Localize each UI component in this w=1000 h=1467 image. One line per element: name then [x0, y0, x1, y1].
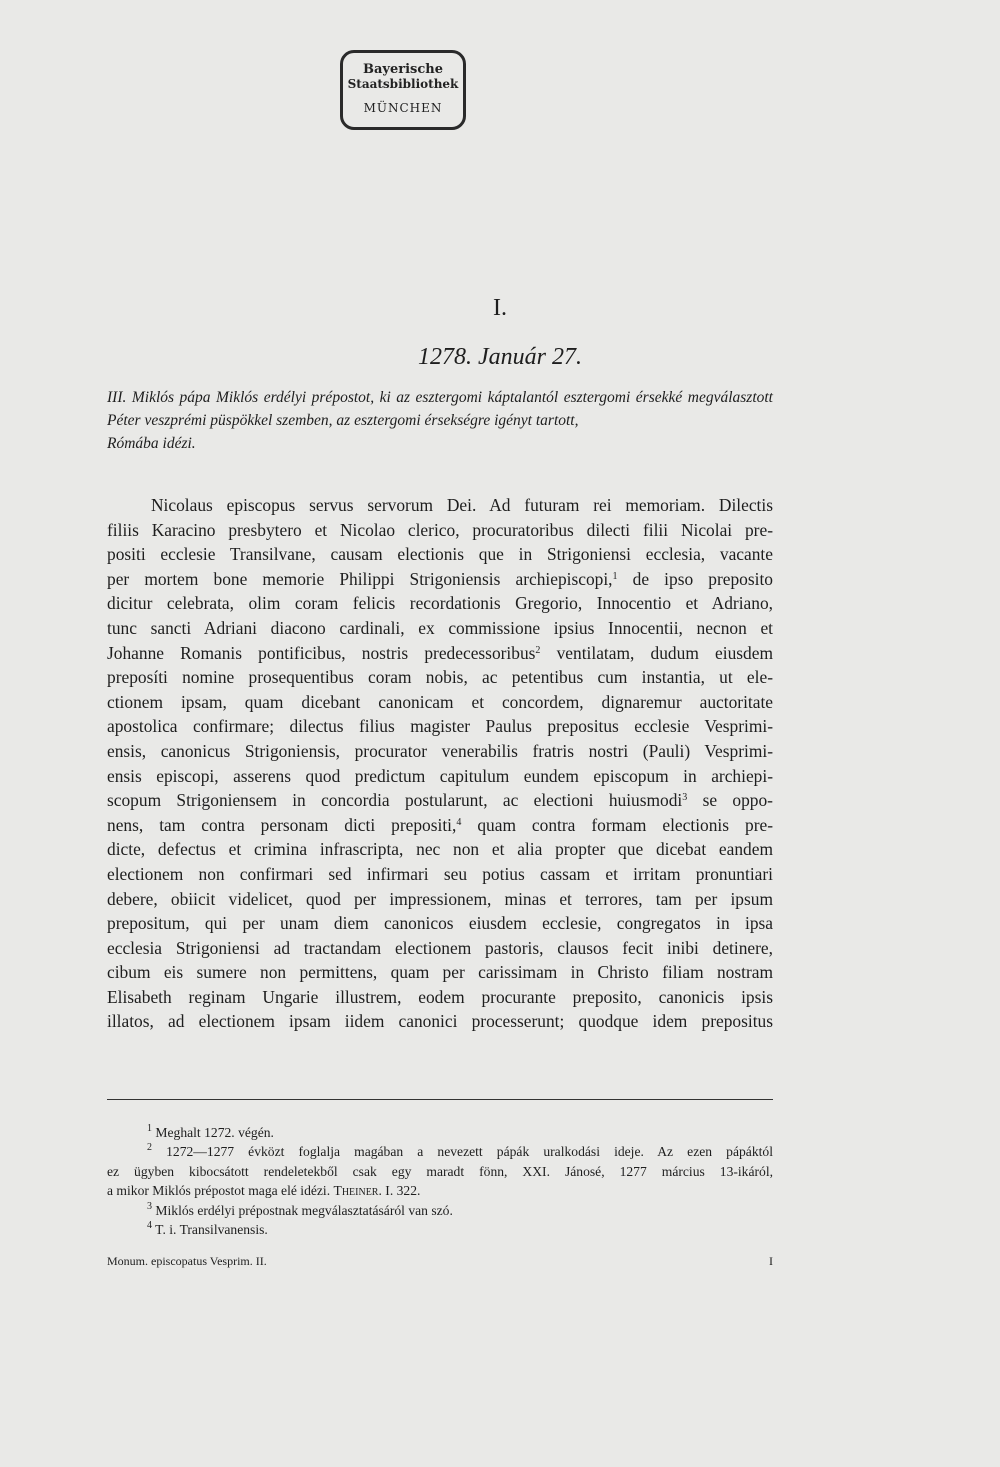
- text-line: [107, 641, 773, 666]
- footnote-source: Theiner.: [333, 1183, 382, 1199]
- footnote-2: [107, 1142, 773, 1200]
- text-line-part: scopum Strigoniensem in concordia postularunt, ac electioni huiusmodi: [107, 790, 683, 811]
- text-line: cibum eis sumere non permittens, quam per carissimam in Christo filiam nostram: [107, 962, 773, 983]
- text-line: ctionem ipsam, quam dicebant canonicam et concordem, dignaremur auctoritate: [107, 691, 773, 712]
- footnote-text: Miklós erdélyi prépostnak megválasztatásáról van szó.: [155, 1202, 453, 1218]
- chapter-number: I.: [493, 295, 507, 321]
- footnote-line: ez ügyben kibocsátott rendeletekből csak egy maradt fönn, XXI. Jánosé, 1277 március 13-ikáról,: [107, 1163, 773, 1179]
- footnote-number: 2: [147, 1142, 152, 1154]
- summary-line-1: III. Miklós pápa Miklós erdélyi prépostot, ki az esztergomi káptalantól esztergomi érsekké: [107, 389, 683, 406]
- footnotes: [107, 1123, 773, 1239]
- footnote-divider: [107, 1099, 773, 1100]
- summary-line-3: Rómába idézi.: [107, 435, 196, 452]
- footnote-text: Meghalt 1272. végén.: [155, 1125, 274, 1140]
- footnote-line: [107, 1181, 773, 1200]
- text-line: ensis episcopi, asserens quod predictum capitulum eundem episcopum in archiepi-: [107, 765, 773, 786]
- footnote-1: [107, 1123, 773, 1142]
- text-line: electionem non confirmari sed infirmari seu potius cassam et irritam pronuntiari: [107, 863, 773, 884]
- stamp-line-3: MÜNCHEN: [363, 101, 443, 115]
- sheet-number: I: [769, 1254, 773, 1268]
- text-line: dicte, defectus et crimina infrascripta, nec non et alia propter que dicebat eandem: [107, 839, 773, 860]
- footnote-number: 3: [147, 1200, 152, 1212]
- text-line: illatos, ad electionem ipsam iidem canonici processerunt; quodque idem prepositus: [107, 1011, 773, 1032]
- text-line-part: Johanne Romanis pontificibus, nostris predecessoribus: [107, 642, 536, 663]
- text-line: ensis, canonicus Strigoniensis, procurator venerabilis fratris nostri (Pauli) Vesprimi-: [107, 740, 773, 761]
- charter-text: [107, 493, 773, 1034]
- text-line: [107, 788, 773, 813]
- summary-line-2: megválasztott Péter veszprémi püspökkel szemben, az esztergomi érsekségre igényt tartott,: [107, 389, 773, 429]
- text-line-part: ventilatam, dudum eiusdem: [556, 642, 773, 663]
- stamp-line-1: Bayerische: [363, 62, 443, 77]
- stamp-line-2: Staatsbibliothek: [347, 77, 459, 91]
- text-line-part: quam contra formam electionis pre-: [477, 814, 773, 835]
- signature-mark: Monum. episcopatus Vesprim. II.: [107, 1254, 267, 1268]
- library-stamp: [340, 50, 466, 130]
- document-date: 1278. Január 27.: [418, 344, 582, 370]
- footnote-line: [107, 1142, 773, 1161]
- text-line: prepositum, qui per unam diem canonicos eiusdem ecclesie, congregatos in ipsa: [107, 913, 773, 934]
- text-line: debere, obiicit videlicet, quod per impressionem, minas et terrores, tam per ipsum: [107, 888, 773, 909]
- text-line: tunc sancti Adriani diacono cardinali, ex commissione ipsius Innocentii, necnon et: [107, 617, 773, 638]
- footnote-number: 1: [147, 1123, 152, 1134]
- text-line: dicitur celebrata, olim coram felicis recordationis Gregorio, Innocentio et Adriano,: [107, 593, 773, 614]
- regest-summary: [107, 386, 773, 455]
- text-line: positi ecclesie Transilvane, causam electionis que in Strigoniensi ecclesia, vacante: [107, 544, 773, 565]
- footnote-ref-1[interactable]: 1: [612, 570, 618, 582]
- text-line-part: de ipso preposito: [632, 568, 773, 589]
- text-line: ecclesia Strigoniensi ad tractandam electionem pastoris, clausos fecit inibi detinere,: [107, 937, 773, 958]
- footnote-text: T. i. Transilvanensis.: [155, 1222, 268, 1238]
- text-line: [107, 567, 773, 592]
- footnote-text: a mikor Miklós prépostot maga elé idézi.: [107, 1183, 331, 1199]
- footnote-3: [107, 1201, 773, 1220]
- text-line: preposíti nomine prosequentibus coram nobis, ac petentibus cum instantia, ut ele-: [107, 667, 773, 688]
- footnote-ref-2[interactable]: 2: [535, 644, 541, 656]
- footnote-text: I. 322.: [385, 1183, 421, 1199]
- footnote-ref-4[interactable]: 4: [456, 816, 462, 828]
- footnote-ref-3[interactable]: 3: [682, 792, 688, 804]
- text-line: Nicolaus episcopus servus servorum Dei. Ad futuram rei memoriam. Dilectis: [151, 495, 773, 515]
- footnote-number: 4: [147, 1220, 152, 1232]
- text-line: Elisabeth reginam Ungarie illustrem, eodem procurante preposito, canonicis ipsis: [107, 986, 773, 1007]
- text-line: apostolica confirmare; dilectus filius magister Paulus prepositus ecclesie Vesprimi-: [107, 716, 773, 737]
- text-line-part: per mortem bone memorie Philippi Strigoniensis archiepiscopi,: [107, 568, 613, 589]
- footnote-4: [107, 1220, 773, 1239]
- text-line-part: se oppo-: [702, 790, 773, 811]
- text-line: filiis Karacino presbytero et Nicolao clerico, procuratoribus dilecti filii Nicolai pre-: [107, 519, 773, 540]
- footnote-text: 1272—1277 évközt foglalja magában a nevezett pápák uralkodási ideje. Az ezen pápáktól: [166, 1144, 773, 1160]
- text-line: [107, 813, 773, 838]
- text-line-part: nens, tam contra personam dicti prepositi,: [107, 814, 457, 835]
